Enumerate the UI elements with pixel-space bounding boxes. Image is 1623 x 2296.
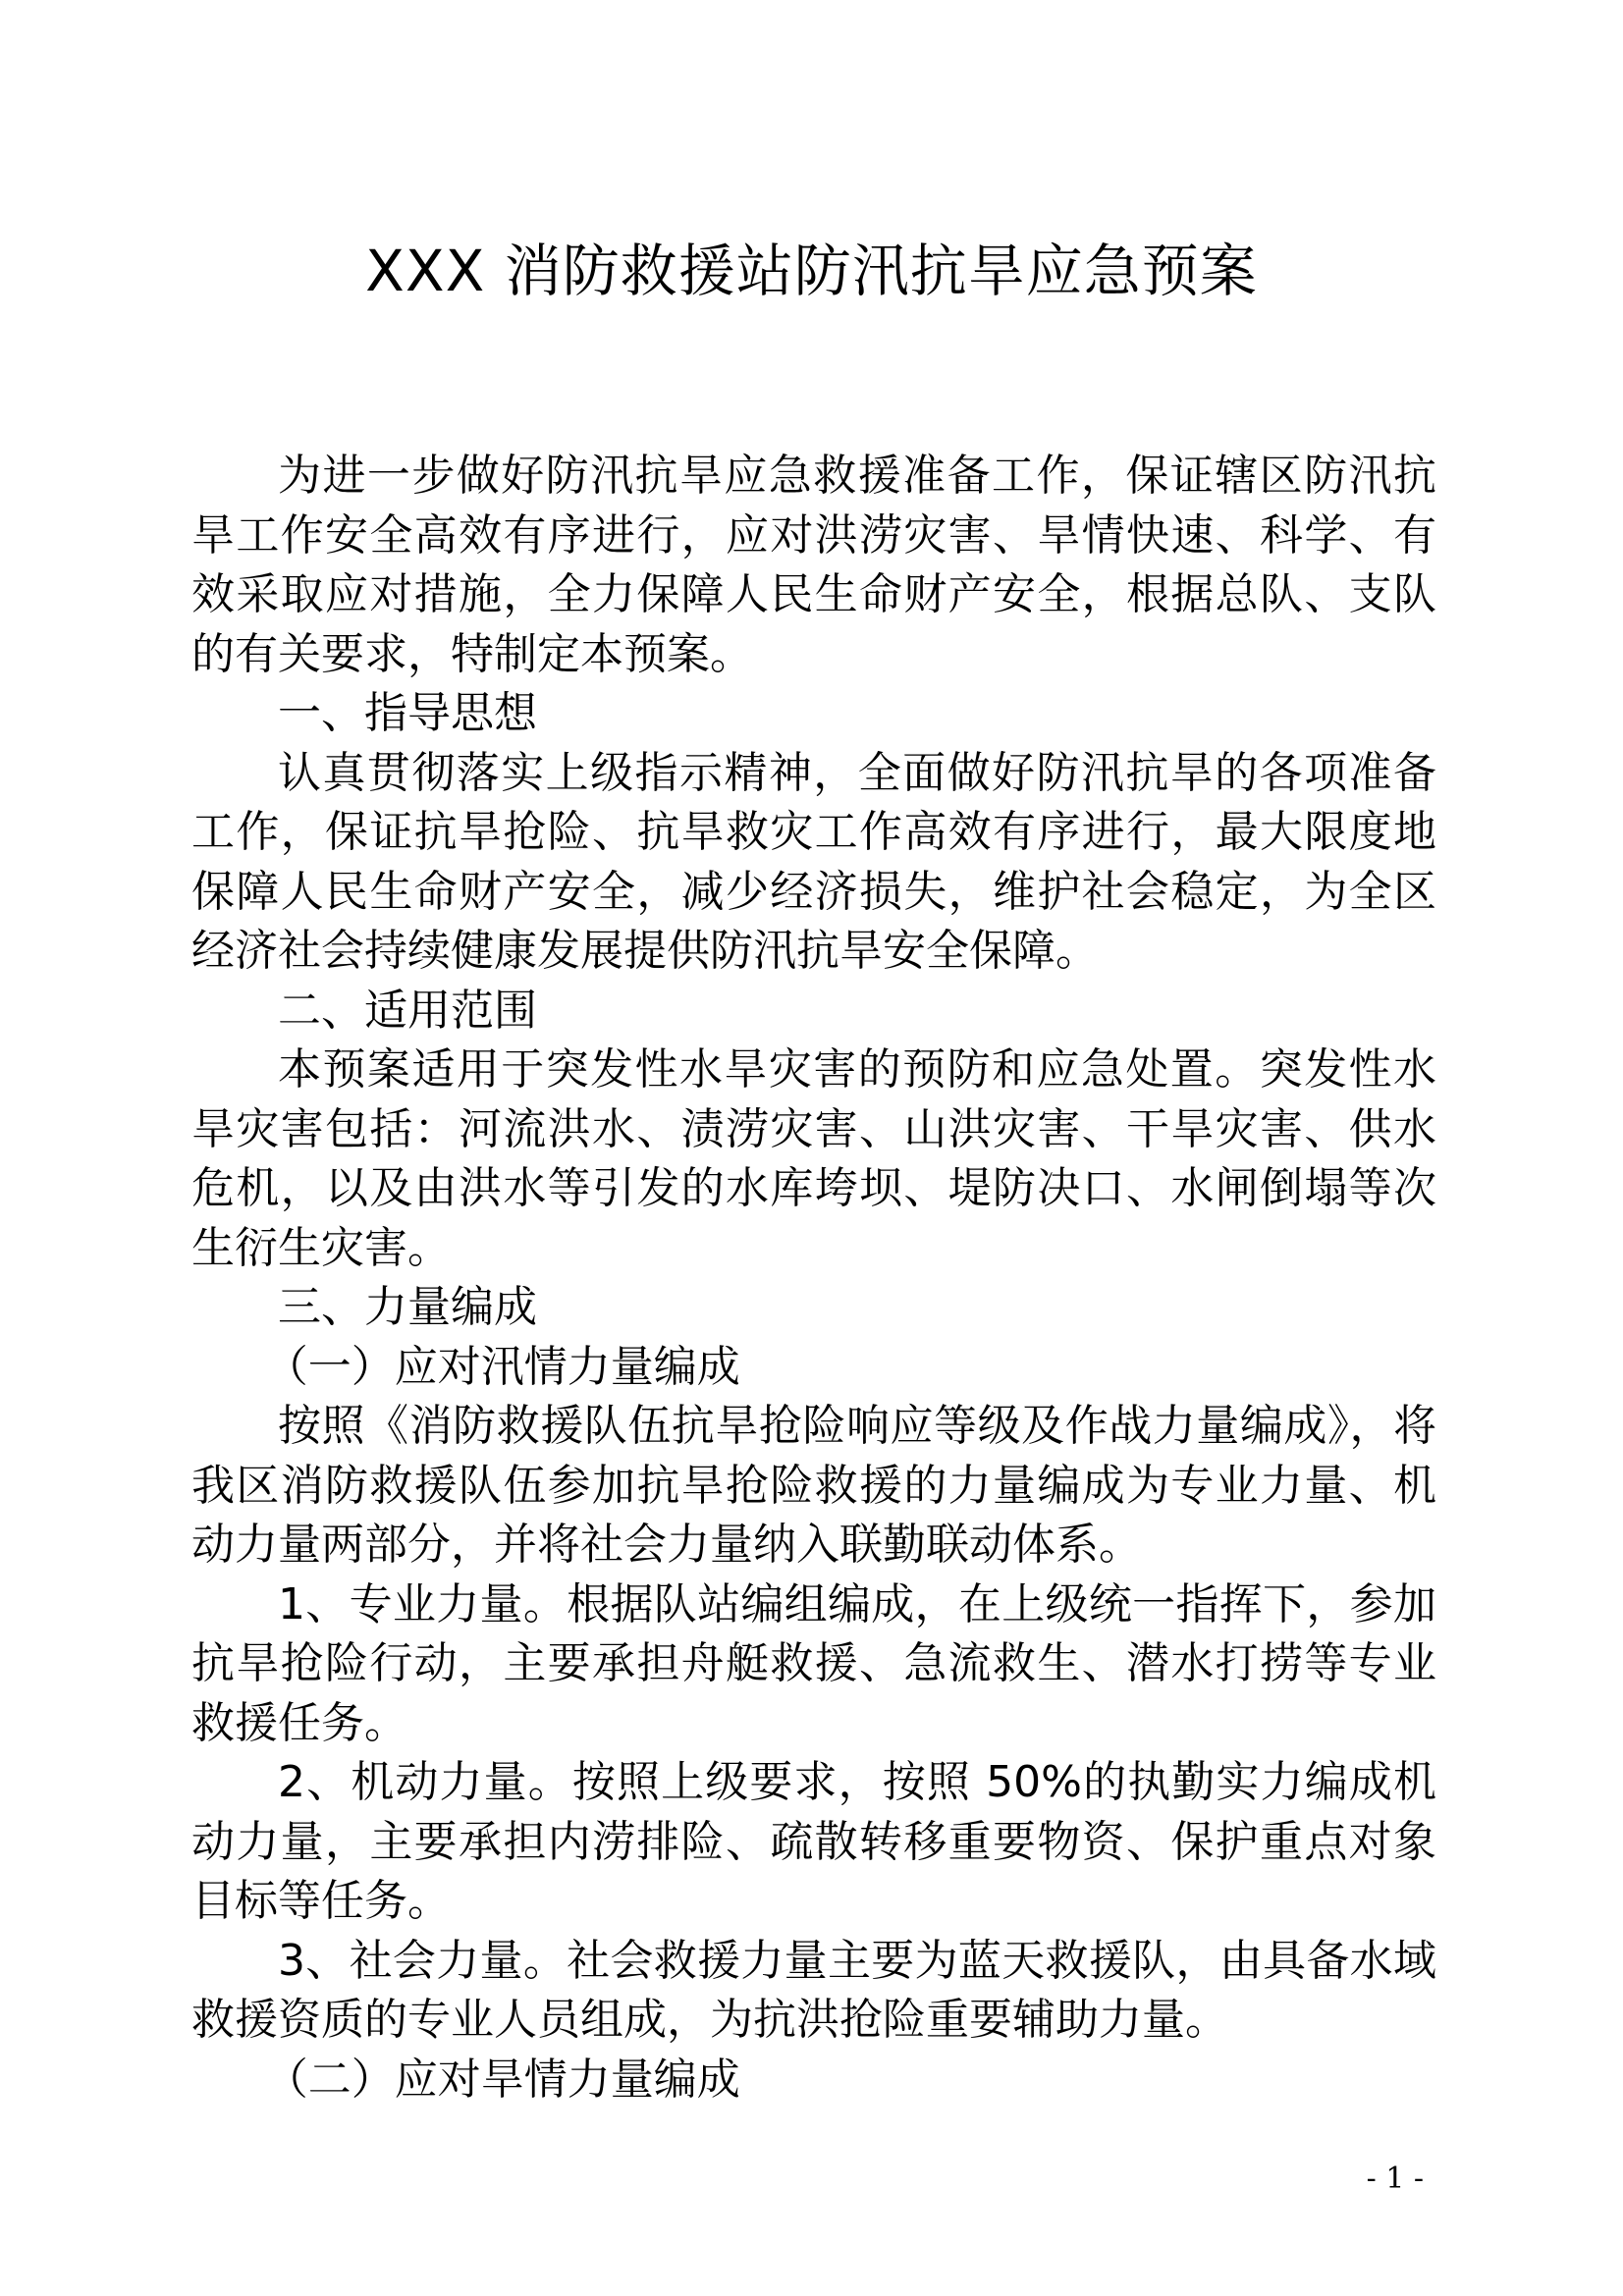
- guiding-ideology-paragraph: 认真贯彻落实上级指示精神，全面做好防汛抗旱的各项准备工作，保证抗旱抢险、抗旱救灾工作高效有序进行，最大限度地保障人民生命财产安全，减少经济损失，维护社会稳定，为全区经济社会持续健康发展提供防汛抗旱安全保障。: [191, 747, 1436, 976]
- document-body: [191, 447, 1436, 2109]
- subsection-heading-flood-forces: （一）应对汛情力量编成: [264, 1341, 740, 1392]
- subsection-heading-drought-forces: （二）应对旱情力量编成: [264, 2054, 740, 2105]
- scope-paragraph: 本预案适用于突发性水旱灾害的预防和应急处置。突发性水旱灾害包括：河流洪水、渍涝灾害、山洪灾害、干旱灾害、供水危机，以及由洪水等引发的水库垮坝、堤防决口、水闸倒塌等次生衍生灾害。: [191, 1044, 1436, 1273]
- mobile-forces-paragraph: 2、机动力量。按照上级要求，按照 50%的执勤实力编成机动力量，主要承担内涝排险、疏散转移重要物资、保护重点对象目标等任务。: [191, 1757, 1436, 1926]
- section-heading-force-composition: 三、力量编成: [278, 1282, 537, 1332]
- professional-forces-paragraph: 1、专业力量。根据队站编组编成，在上级统一指挥下，参加抗旱抢险行动，主要承担舟艇救援、急流救生、潜水打捞等专业救援任务。: [191, 1578, 1436, 1748]
- intro-paragraph: 为进一步做好防汛抗旱应急救援准备工作，保证辖区防汛抗旱工作安全高效有序进行，应对洪涝灾害、旱情快速、科学、有效采取应对措施，全力保障人民生命财产安全，根据总队、支队的有关要求，特制定本预案。: [191, 451, 1436, 679]
- section-heading-guiding-ideology: 一、指导思想: [278, 688, 537, 738]
- page-number: - 1 -: [1366, 2162, 1424, 2196]
- flood-forces-paragraph: 按照《消防救援队伍抗旱抢险响应等级及作战力量编成》，将我区消防救援队伍参加抗旱抢险救援的力量编成为专业力量、机动力量两部分，并将社会力量纳入联勤联动体系。: [191, 1401, 1436, 1570]
- document-title: XXX 消防救援站防汛抗旱应急预案: [365, 238, 1258, 304]
- section-heading-scope: 二、适用范围: [278, 985, 537, 1036]
- social-forces-paragraph: 3、社会力量。社会救援力量主要为蓝天救援队，由具备水域救援资质的专业人员组成，为抗洪抢险重要辅助力量。: [191, 1935, 1436, 2045]
